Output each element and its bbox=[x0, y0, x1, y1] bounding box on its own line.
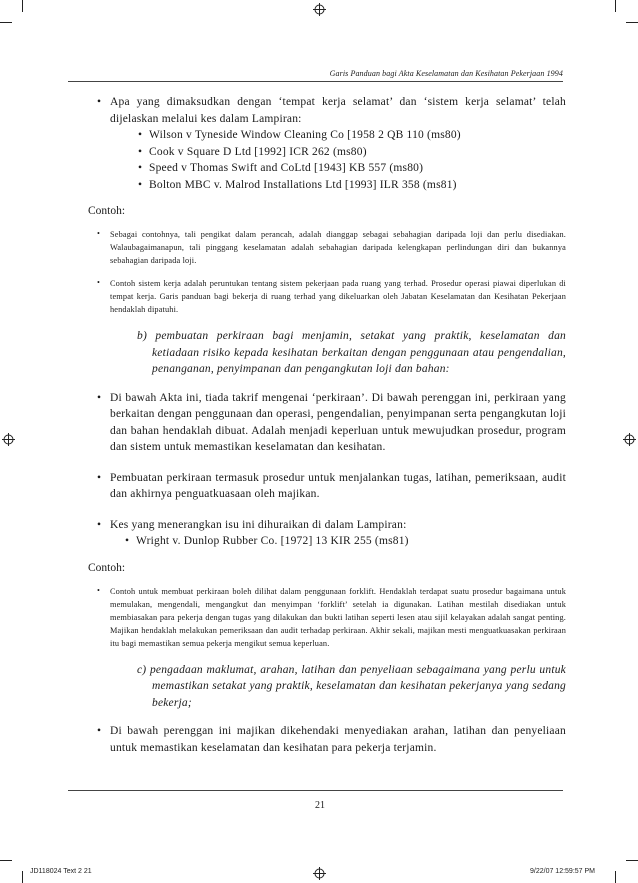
registration-mark-icon bbox=[313, 867, 326, 880]
case-item: • Cook v Square D Ltd [1992] ICR 262 (ms80) bbox=[132, 144, 566, 161]
list-item: • Contoh sistem kerja adalah peruntukan tentang sistem pekerjaan pada ruang yang terhad. Prosedur operasi piawai diperlukan di tempat kerja. Garis panduan bagi bekerja di ruang terhad yang dikeluarkan oleh Jabatan Keselamatan dan Kesihatan Pekerjaan hendaklah dipatuhi. bbox=[88, 277, 566, 316]
crop-mark bbox=[626, 860, 638, 861]
registration-mark-icon bbox=[313, 3, 326, 16]
print-slug-right: 9/22/07 12:59:57 PM bbox=[530, 868, 595, 875]
print-slug-left: JD118024 Text 2 21 bbox=[30, 868, 92, 875]
list-item bbox=[88, 517, 566, 550]
crop-mark bbox=[615, 871, 616, 883]
footer-rule bbox=[68, 790, 563, 791]
example-list bbox=[88, 228, 566, 316]
registration-mark-icon bbox=[623, 433, 636, 446]
example-label: Contoh: bbox=[88, 561, 126, 574]
case-list bbox=[132, 533, 566, 550]
case-item: • Speed v Thomas Swift and CoLtd [1943] KB 557 (ms80) bbox=[132, 160, 566, 177]
bullet-text: Apa yang dimaksudkan dengan ‘tempat kerja selamat’ dan ‘sistem kerja selamat’ telah dijelaskan melalui kes dalam Lampiran: bbox=[110, 96, 566, 125]
page-body bbox=[88, 94, 566, 756]
running-header: Garis Panduan bagi Akta Keselamatan dan Kesihatan Pekerjaan 1994 bbox=[329, 69, 563, 78]
example-list bbox=[88, 585, 566, 650]
list-item: • Sebagai contohnya, tali pengikat dalam perancah, adalah dianggap sebagai sebahagian daripada loji dan perlu disediakan. Walaubagaimanapun, tali pinggang keselamatan adalah sebahagian daripada kelengkapan perlindungan diri dan bukannya sebahagian daripada loji. bbox=[88, 228, 566, 267]
section-heading-b: b) pembuatan perkiraan bagi menjamin, setakat yang praktik, keselamatan dan ketiadaan risiko kepada kesihatan berkaitan dengan penggunaan atau pengendalian, penanganan, penyimpanan dan pengangkutan loji dan bahan: bbox=[137, 330, 566, 375]
list-item: • Di bawah perenggan ini majikan dikehendaki menyediakan arahan, latihan dan penyeliaan untuk memastikan keselamatan dan kesihatan para pekerja terjamin. bbox=[88, 723, 566, 756]
case-item: • Wright v. Dunlop Rubber Co. [1972] 13 KIR 255 (ms81) bbox=[119, 533, 566, 550]
list-item: • Di bawah Akta ini, tiada takrif mengenai ‘perkiraan’. Di bawah perenggan ini, perkiraan yang berkaitan dengan penggunaan dan operasi, pengendalian, penyimpanan serta pengangkutan loji dan bahan hendaklah dibuat. Adalah menjadi keperluan untuk mewujudkan prosedur, program dan sistem untuk memastikan keselamatan dan kesihatan. bbox=[88, 390, 566, 456]
crop-mark bbox=[626, 22, 638, 23]
registration-mark-icon bbox=[2, 433, 15, 446]
crop-mark bbox=[22, 871, 23, 883]
bullet-list bbox=[88, 94, 566, 193]
section-heading-c: c) pengadaan maklumat, arahan, latihan dan penyeliaan sebagaimana yang perlu untuk memastikan setakat yang praktik, keselamatan dan kesihatan pekerjanya yang sedang bekerja; bbox=[137, 663, 566, 709]
case-item: • Wilson v Tyneside Window Cleaning Co [1958 2 QB 110 (ms80) bbox=[132, 127, 566, 144]
list-item: • Contoh untuk membuat perkiraan boleh dilihat dalam penggunaan forklift. Hendaklah terdapat suatu prosedur bagaimana untuk memulakan, mengendali, mengangkut dan menyimpan ‘forklift’ setelah ia digunakan. Latihan mestilah disediakan untuk membiasakan para pekerja dengan tugas yang dilakukan dan bukti latihan seperti lesen atau sijil kelayakan adalah sangat penting. Majikan hendaklah melakukan pemeriksaan dan audit terhadap perkiraan. Akhir sekali, majikan mesti menguatkuasakan perkiraan itu bagi memastikan semua pekerja mengikut semua keperluan. bbox=[88, 585, 566, 650]
crop-mark bbox=[0, 860, 12, 861]
case-list bbox=[132, 127, 566, 193]
crop-mark bbox=[615, 0, 616, 12]
bullet-list bbox=[88, 723, 566, 756]
example-label: Contoh: bbox=[88, 205, 126, 217]
crop-mark bbox=[22, 0, 23, 12]
bullet-text: Kes yang menerangkan isu ini dihuraikan di dalam Lampiran: bbox=[110, 518, 407, 531]
case-item: • Bolton MBC v. Malrod Installations Ltd [1993] ILR 358 (ms81) bbox=[132, 177, 566, 194]
list-item: • Pembuatan perkiraan termasuk prosedur untuk menjalankan tugas, latihan, pemeriksaan, audit dan akhirnya penguatkuasaan oleh majikan. bbox=[88, 470, 566, 503]
bullet-list bbox=[88, 390, 566, 550]
crop-mark bbox=[0, 22, 12, 23]
header-rule bbox=[68, 81, 563, 82]
list-item bbox=[88, 94, 566, 193]
page-number: 21 bbox=[315, 800, 325, 811]
